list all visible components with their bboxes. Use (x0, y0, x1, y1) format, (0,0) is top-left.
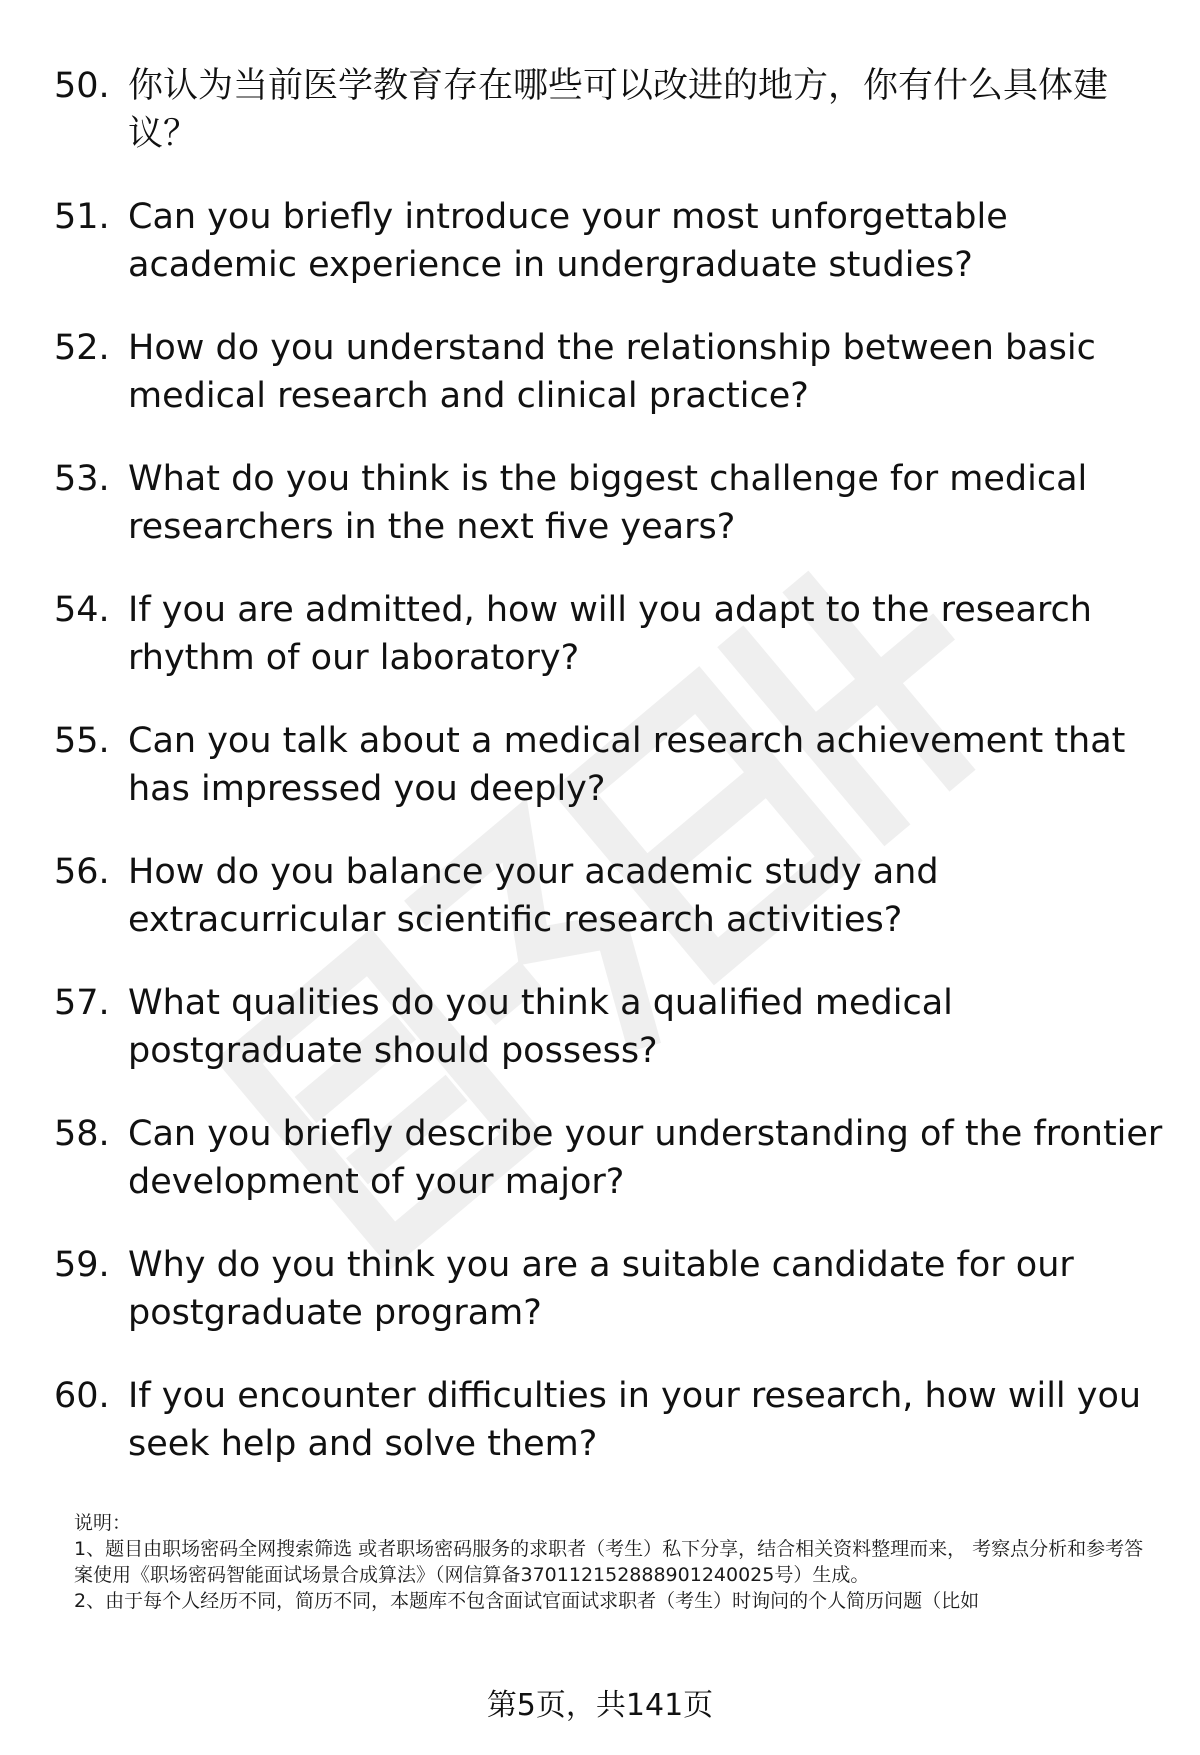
question-item-51 (54, 193, 1164, 289)
question-number: 53. (54, 459, 110, 499)
question-item-59 (54, 1241, 1164, 1337)
question-item-50 (54, 62, 1164, 158)
question-number: 50. (54, 66, 110, 106)
question-item-57 (54, 979, 1164, 1075)
question-text: 你认为当前医学教育存在哪些可以改进的地方，你有什么具体建议？ (128, 66, 1109, 154)
question-item-53 (54, 455, 1164, 551)
question-item-56 (54, 848, 1164, 944)
question-text: What do you think is the biggest challenge for medical researchers in the next five years? (128, 459, 1088, 547)
question-number: 54. (54, 590, 110, 630)
notes-item-2: 2、由于每个人经历不同，简历不同，本题库不包含面试官面试求职者（考生）时询问的个人简历问题（比如 (74, 1590, 980, 1612)
question-number: 59. (54, 1245, 110, 1285)
question-number: 56. (54, 852, 110, 892)
question-number: 57. (54, 983, 110, 1023)
page-number-footer: 第5页，共141页 (486, 1688, 714, 1723)
question-text: Can you talk about a medical research achievement that has impressed you deeply? (128, 721, 1126, 809)
question-text: How do you balance your academic study and extracurricular scientific research activities? (128, 852, 939, 940)
question-text: Can you briefly describe your understanding of the frontier development of your major? (128, 1114, 1163, 1202)
question-number: 51. (54, 197, 110, 237)
question-number: 60. (54, 1376, 110, 1416)
question-list (54, 62, 1164, 1503)
question-item-54 (54, 586, 1164, 682)
question-text: What qualities do you think a qualified medical postgraduate should possess? (128, 983, 953, 1071)
question-number: 55. (54, 721, 110, 761)
question-text: If you encounter difficulties in your research, how will you seek help and solve them? (128, 1376, 1142, 1464)
question-item-60 (54, 1372, 1164, 1468)
question-text: Why do you think you are a suitable candidate for our postgraduate program? (128, 1245, 1074, 1333)
question-item-58 (54, 1110, 1164, 1206)
question-number: 58. (54, 1114, 110, 1154)
notes-heading: 说明： (74, 1512, 132, 1534)
notes-item-1: 1、题目由职场密码全网搜索筛选 或者职场密码服务的求职者（考生）私下分享，结合相关资料整理而来， 考察点分析和参考答案使用《职场密码智能面试场景合成算法》（网信算备370112152888901240025号）生成。 (74, 1538, 1144, 1586)
question-text: How do you understand the relationship between basic medical research and clinical practice? (128, 328, 1096, 416)
notes-section (74, 1510, 1144, 1614)
question-text: Can you briefly introduce your most unforgettable academic experience in undergraduate studies? (128, 197, 1008, 285)
question-number: 52. (54, 328, 110, 368)
question-item-52 (54, 324, 1164, 420)
question-item-55 (54, 717, 1164, 813)
question-text: If you are admitted, how will you adapt to the research rhythm of our laboratory? (128, 590, 1092, 678)
